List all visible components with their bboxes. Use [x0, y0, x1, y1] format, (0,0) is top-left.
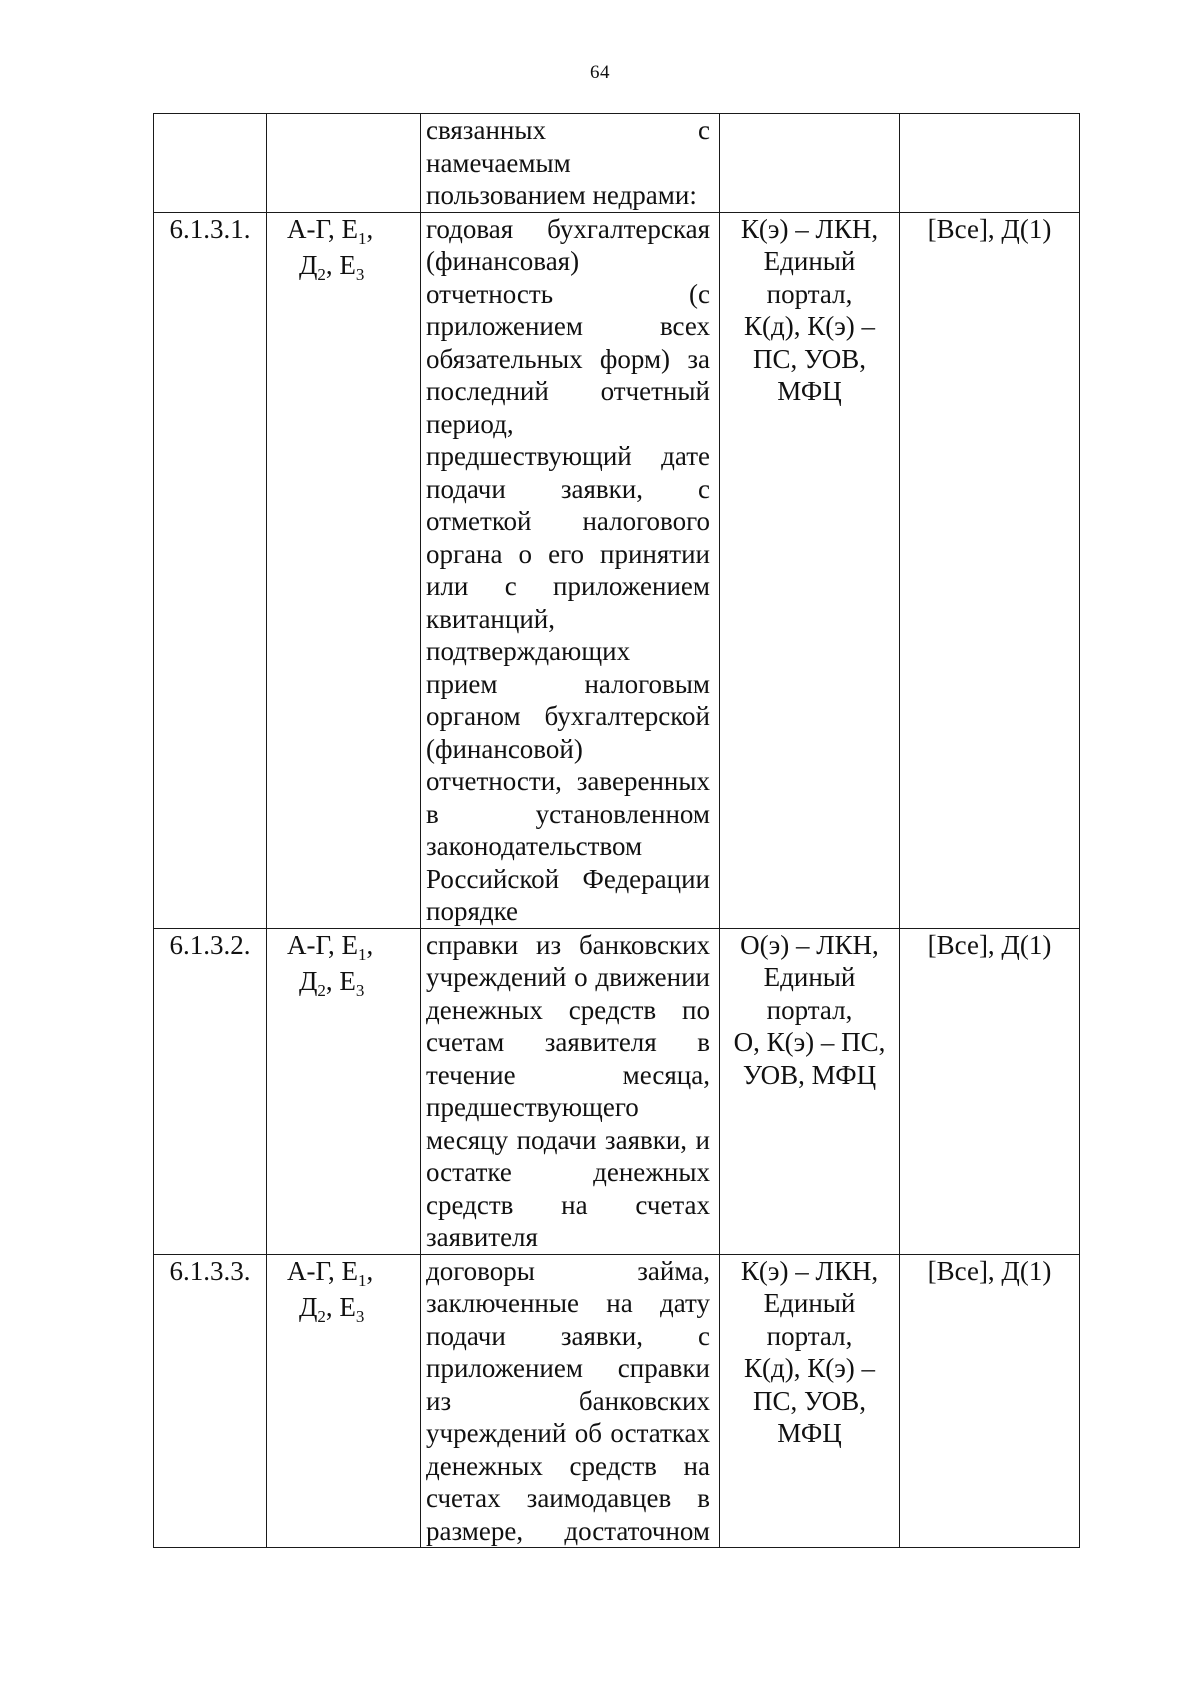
- submission-forms: [720, 212, 900, 928]
- submission-forms: [720, 928, 900, 1254]
- description-line: приложением справки: [426, 1353, 710, 1383]
- code-line: А-Г, $Е_1$,: [287, 213, 374, 248]
- description-line: денежных средств на: [426, 1450, 710, 1481]
- description-line: отчетность (с: [426, 278, 710, 309]
- description-line: приложением всех: [426, 311, 710, 341]
- table-row: [154, 1254, 1080, 1548]
- requirement-note: [900, 114, 1080, 213]
- description-line: порядке: [426, 896, 519, 926]
- description-line: связанных с: [426, 115, 710, 145]
- description-line: (финансовая): [426, 246, 580, 276]
- description-line: или с приложением: [426, 571, 710, 601]
- description-line: период,: [426, 408, 514, 439]
- form-line: портал,: [766, 1320, 853, 1351]
- form-line: портал,: [766, 278, 853, 309]
- form-line: ПС, УОВ,: [752, 1385, 867, 1416]
- description-line: органом бухгалтерской: [426, 701, 710, 731]
- description-line: предшествующий дате: [426, 441, 710, 471]
- description-line: заключенные на дату: [426, 1288, 710, 1318]
- form-line: МФЦ: [777, 376, 842, 406]
- description-line: прием налоговым: [426, 668, 710, 699]
- form-line: портал,: [766, 994, 853, 1025]
- description-line: пользованием недрами:: [426, 180, 697, 210]
- description-line: справки из банковских: [426, 929, 710, 960]
- table-body: [154, 114, 1080, 1548]
- description-line: законодательством: [426, 831, 643, 861]
- form-line: Единый: [763, 962, 856, 992]
- code-line: $Д_2$, $Е_3$: [299, 966, 365, 1000]
- form-line: О(э) – ЛКН,: [740, 929, 879, 960]
- applicant-codes: [267, 114, 421, 213]
- description-line: квитанций,: [426, 603, 555, 634]
- description-line: последний отчетный: [426, 376, 710, 406]
- row-number: [154, 114, 267, 213]
- description-line: отметкой налогового: [426, 506, 710, 536]
- document-table: [153, 113, 1080, 1548]
- requirement-note: [Все], Д(1): [900, 212, 1080, 928]
- form-line: К(д), К(э) –: [743, 1353, 876, 1383]
- document-description: [421, 114, 720, 213]
- description-line: месяцу подачи заявки, и: [426, 1124, 710, 1155]
- description-line: учреждений о движении: [426, 962, 710, 992]
- description-line: предшествующего: [426, 1092, 639, 1122]
- table-row: [154, 928, 1080, 1254]
- code-line: $Д_2$, $Е_3$: [299, 250, 365, 284]
- document-description: [421, 1254, 720, 1548]
- form-line: Единый: [763, 246, 856, 276]
- requirement-note: [Все], Д(1): [900, 1254, 1080, 1548]
- row-number: 6.1.3.2.: [154, 928, 267, 1254]
- description-line: из банковских: [426, 1385, 710, 1416]
- description-line: средств на счетах: [426, 1189, 710, 1220]
- document-description: [421, 928, 720, 1254]
- description-line: заявителя: [426, 1222, 538, 1252]
- code-line: А-Г, $Е_1$,: [287, 1255, 374, 1290]
- submission-forms: [720, 114, 900, 213]
- form-line: УОВ, МФЦ: [742, 1059, 877, 1090]
- form-line: К(э) – ЛКН,: [740, 1255, 879, 1286]
- description-line: течение месяца,: [426, 1059, 710, 1090]
- form-line: Единый: [763, 1288, 856, 1318]
- description-line: намечаемым: [426, 147, 571, 178]
- description-line: подтверждающих: [426, 636, 631, 666]
- description-line: Российской Федерации: [426, 863, 710, 894]
- submission-forms: [720, 1254, 900, 1548]
- page-number: 64: [590, 62, 610, 83]
- description-line: счетах заимодавцев в: [426, 1483, 710, 1513]
- requirement-note: [Все], Д(1): [900, 928, 1080, 1254]
- description-line: отчетности, заверенных: [426, 766, 710, 796]
- form-line: ПС, УОВ,: [752, 343, 867, 374]
- description-line: в установленном: [426, 798, 710, 829]
- applicant-codes: [267, 212, 421, 928]
- description-line: размере, достаточном: [426, 1515, 710, 1546]
- description-line: остатке денежных: [426, 1157, 710, 1187]
- table-row: [154, 114, 1080, 213]
- table-row: [154, 212, 1080, 928]
- document-description: [421, 212, 720, 928]
- form-line: О, К(э) – ПС,: [733, 1027, 886, 1057]
- description-line: договоры займа,: [426, 1255, 710, 1286]
- description-line: обязательных форм) за: [426, 343, 710, 374]
- description-line: органа о его принятии: [426, 538, 710, 569]
- form-line: К(э) – ЛКН,: [740, 213, 879, 244]
- form-line: К(д), К(э) –: [743, 311, 876, 341]
- code-line: А-Г, $Е_1$,: [287, 929, 374, 964]
- description-line: денежных средств по: [426, 994, 710, 1025]
- description-line: подачи заявки, с: [426, 1320, 710, 1351]
- row-number: 6.1.3.3.: [154, 1254, 267, 1548]
- code-line: $Д_2$, $Е_3$: [299, 1292, 365, 1326]
- description-line: учреждений об остатках: [426, 1418, 710, 1448]
- description-line: счетам заявителя в: [426, 1027, 710, 1057]
- applicant-codes: [267, 928, 421, 1254]
- row-number: 6.1.3.1.: [154, 212, 267, 928]
- description-line: годовая бухгалтерская: [426, 213, 710, 244]
- description-line: подачи заявки, с: [426, 473, 710, 504]
- form-line: МФЦ: [777, 1418, 842, 1448]
- description-line: (финансовой): [426, 733, 583, 764]
- applicant-codes: [267, 1254, 421, 1548]
